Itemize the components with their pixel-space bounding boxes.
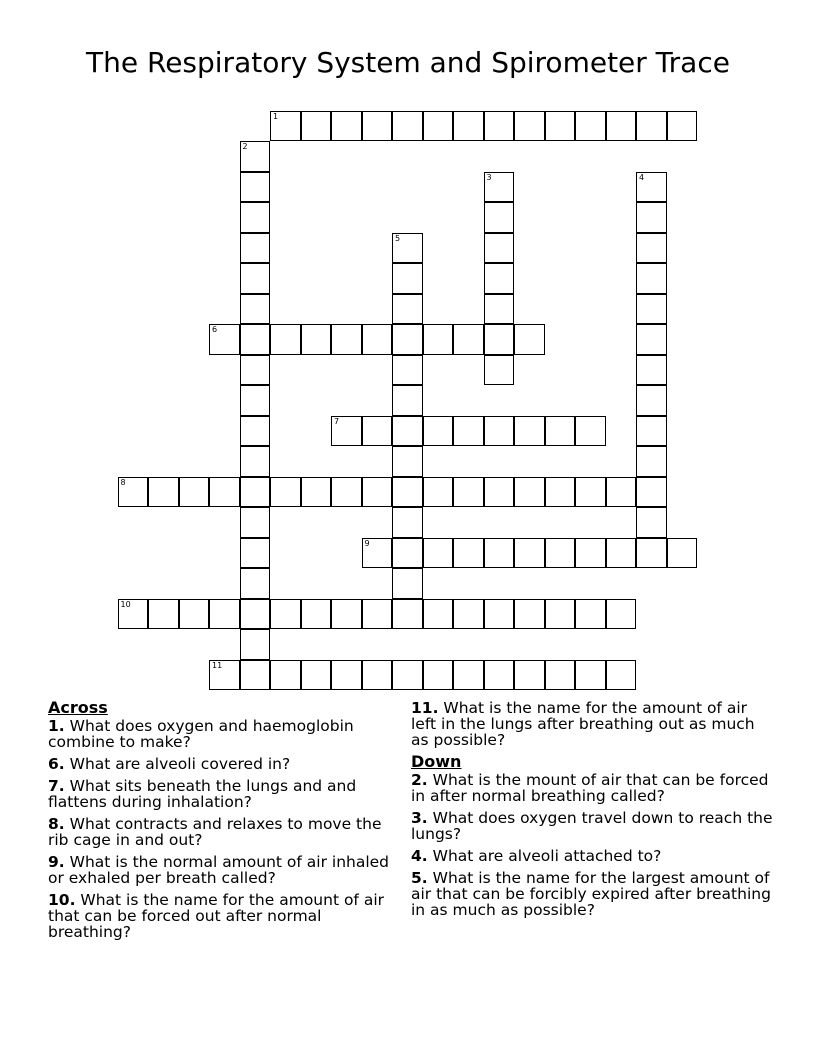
clue-text: What are alveoli attached to? xyxy=(432,847,662,865)
grid-cell[interactable] xyxy=(545,538,576,569)
grid-cell[interactable] xyxy=(209,599,240,630)
grid-cell[interactable] xyxy=(667,111,698,142)
grid-cell[interactable] xyxy=(636,324,667,355)
grid-cell[interactable] xyxy=(514,599,545,630)
clue-number: 5. xyxy=(411,869,428,887)
cell-number: 6 xyxy=(212,325,218,334)
cell-number: 9 xyxy=(364,538,370,548)
grid-cell[interactable] xyxy=(118,599,149,630)
clue-number: 6. xyxy=(48,755,65,773)
grid-cell[interactable] xyxy=(514,538,545,569)
grid-cell[interactable] xyxy=(179,477,210,508)
clue-down-4 xyxy=(411,848,773,864)
grid-cell[interactable] xyxy=(636,477,667,508)
clue-text: What does oxygen and haemoglobin combine to make? xyxy=(48,717,354,751)
grid-cell[interactable] xyxy=(484,416,515,447)
grid-cell[interactable] xyxy=(392,111,423,142)
right-clues-column xyxy=(411,700,773,924)
grid-cell[interactable] xyxy=(453,538,484,569)
across-clues xyxy=(48,700,398,946)
grid-cell[interactable] xyxy=(362,538,393,569)
grid-cell[interactable] xyxy=(270,324,301,355)
grid-cell[interactable] xyxy=(331,599,362,630)
grid-cell[interactable] xyxy=(362,416,393,447)
grid-cell[interactable] xyxy=(575,660,606,691)
grid-cell[interactable] xyxy=(118,477,149,508)
grid-cell[interactable] xyxy=(362,111,393,142)
grid-cell[interactable] xyxy=(667,538,698,569)
clue-text: What is the name for the largest amount of air that can be forcibly expired after breathing in as much as possible? xyxy=(411,869,771,919)
grid-cell[interactable] xyxy=(453,324,484,355)
cell-number: 11 xyxy=(212,660,223,670)
grid-cell[interactable] xyxy=(240,629,271,660)
cell-number: 4 xyxy=(639,172,645,182)
grid-cell[interactable] xyxy=(484,355,515,386)
grid-cell[interactable] xyxy=(514,660,545,691)
grid-cell[interactable] xyxy=(545,111,576,142)
grid-cell[interactable] xyxy=(453,416,484,447)
grid-cell[interactable] xyxy=(575,416,606,447)
clue-across-7 xyxy=(48,778,398,810)
clue-text: What is the name for the amount of air left in the lungs after breathing out as much as possible? xyxy=(411,699,755,749)
grid-cell[interactable] xyxy=(301,660,332,691)
clue-number: 9. xyxy=(48,853,65,871)
clue-number: 10. xyxy=(48,891,76,909)
grid-cell[interactable] xyxy=(636,507,667,538)
grid-cell[interactable] xyxy=(423,538,454,569)
grid-cell[interactable] xyxy=(209,477,240,508)
clue-across-10 xyxy=(48,892,398,940)
grid-cell[interactable] xyxy=(392,599,423,630)
clue-down-5 xyxy=(411,870,773,918)
grid-cell[interactable] xyxy=(270,660,301,691)
grid-cell[interactable] xyxy=(514,111,545,142)
grid-cell[interactable] xyxy=(423,416,454,447)
clue-across-8 xyxy=(48,816,398,848)
clue-number: 7. xyxy=(48,777,65,795)
grid-cell[interactable] xyxy=(514,324,545,355)
grid-cell[interactable] xyxy=(392,233,423,264)
grid-cell[interactable] xyxy=(392,416,423,447)
grid-cell[interactable] xyxy=(545,416,576,447)
grid-cell[interactable] xyxy=(362,324,393,355)
grid-cell[interactable] xyxy=(484,477,515,508)
grid-cell[interactable] xyxy=(423,660,454,691)
grid-cell[interactable] xyxy=(484,233,515,264)
grid-cell[interactable] xyxy=(331,416,362,447)
grid-cell[interactable] xyxy=(240,660,271,691)
grid-cell[interactable] xyxy=(240,599,271,630)
cell-number: 2 xyxy=(242,142,248,151)
clue-across-11 xyxy=(411,700,773,748)
grid-cell[interactable] xyxy=(240,263,271,294)
grid-cell[interactable] xyxy=(209,324,240,355)
across-heading: Across xyxy=(48,698,108,717)
grid-cell[interactable] xyxy=(331,324,362,355)
page-title: The Respiratory System and Spirometer Trace xyxy=(86,46,730,79)
grid-cell[interactable] xyxy=(484,294,515,325)
grid-cell[interactable] xyxy=(392,294,423,325)
grid-cell[interactable] xyxy=(514,477,545,508)
grid-cell[interactable] xyxy=(606,599,637,630)
grid-cell[interactable] xyxy=(575,111,606,142)
grid-cell[interactable] xyxy=(606,111,637,142)
clue-down-2 xyxy=(411,772,773,804)
grid-cell[interactable] xyxy=(301,324,332,355)
clue-number: 2. xyxy=(411,771,428,789)
grid-cell[interactable] xyxy=(240,568,271,599)
grid-cell[interactable] xyxy=(240,202,271,233)
grid-cell[interactable] xyxy=(453,111,484,142)
grid-cell[interactable] xyxy=(240,355,271,386)
clue-across-1 xyxy=(48,718,398,750)
grid-cell[interactable] xyxy=(331,660,362,691)
grid-cell[interactable] xyxy=(575,477,606,508)
clue-text: What are alveoli covered in? xyxy=(69,755,291,773)
grid-cell[interactable] xyxy=(423,324,454,355)
cell-number: 8 xyxy=(120,477,126,487)
grid-cell[interactable] xyxy=(392,385,423,416)
grid-cell[interactable] xyxy=(636,233,667,264)
grid-cell[interactable] xyxy=(240,538,271,569)
grid-cell[interactable] xyxy=(240,172,271,203)
grid-cell[interactable] xyxy=(392,538,423,569)
clue-number: 1. xyxy=(48,717,65,735)
clue-text: What contracts and relaxes to move the rib cage in and out? xyxy=(48,815,382,849)
grid-cell[interactable] xyxy=(392,355,423,386)
grid-cell[interactable] xyxy=(179,599,210,630)
grid-cell[interactable] xyxy=(484,263,515,294)
grid-cell[interactable] xyxy=(331,477,362,508)
grid-cell[interactable] xyxy=(636,202,667,233)
grid-cell[interactable] xyxy=(392,446,423,477)
clue-text: What is the normal amount of air inhaled or exhaled per breath called? xyxy=(48,853,390,887)
grid-cell[interactable] xyxy=(636,263,667,294)
grid-cell[interactable] xyxy=(423,599,454,630)
grid-cell[interactable] xyxy=(636,111,667,142)
grid-cell[interactable] xyxy=(209,660,240,691)
grid-cell[interactable] xyxy=(636,355,667,386)
clue-number: 4. xyxy=(411,847,428,865)
grid-cell[interactable] xyxy=(636,446,667,477)
grid-cell[interactable] xyxy=(606,660,637,691)
grid-cell[interactable] xyxy=(636,172,667,203)
grid-cell[interactable] xyxy=(423,477,454,508)
grid-cell[interactable] xyxy=(270,477,301,508)
grid-cell[interactable] xyxy=(484,599,515,630)
grid-cell[interactable] xyxy=(240,324,271,355)
grid-cell[interactable] xyxy=(484,660,515,691)
grid-cell[interactable] xyxy=(270,599,301,630)
grid-cell[interactable] xyxy=(392,568,423,599)
cell-number: 1 xyxy=(273,111,279,121)
grid-cell[interactable] xyxy=(606,538,637,569)
grid-cell[interactable] xyxy=(545,477,576,508)
grid-cell[interactable] xyxy=(362,477,393,508)
grid-cell[interactable] xyxy=(636,294,667,325)
clue-number: 11. xyxy=(411,699,439,717)
clue-across-6 xyxy=(48,756,398,772)
grid-cell[interactable] xyxy=(484,324,515,355)
grid-cell[interactable] xyxy=(423,111,454,142)
cell-number: 7 xyxy=(334,416,340,426)
grid-cell[interactable] xyxy=(301,599,332,630)
clue-number: 3. xyxy=(411,809,428,827)
clue-text: What sits beneath the lungs and and flattens during inhalation? xyxy=(48,777,357,811)
grid-cell[interactable] xyxy=(453,660,484,691)
grid-cell[interactable] xyxy=(240,141,271,172)
grid-cell[interactable] xyxy=(240,446,271,477)
grid-cell[interactable] xyxy=(301,111,332,142)
grid-cell[interactable] xyxy=(331,111,362,142)
grid-cell[interactable] xyxy=(484,172,515,203)
grid-cell[interactable] xyxy=(484,202,515,233)
grid-cell[interactable] xyxy=(514,416,545,447)
grid-cell[interactable] xyxy=(392,507,423,538)
grid-cell[interactable] xyxy=(270,111,301,142)
grid-cell[interactable] xyxy=(392,477,423,508)
grid-cell[interactable] xyxy=(240,385,271,416)
grid-cell[interactable] xyxy=(362,599,393,630)
grid-cell[interactable] xyxy=(240,416,271,447)
grid-cell[interactable] xyxy=(148,477,179,508)
grid-cell[interactable] xyxy=(392,660,423,691)
grid-cell[interactable] xyxy=(606,477,637,508)
grid-cell[interactable] xyxy=(484,538,515,569)
grid-cell[interactable] xyxy=(453,599,484,630)
grid-cell[interactable] xyxy=(392,324,423,355)
grid-cell[interactable] xyxy=(636,416,667,447)
cell-number: 5 xyxy=(395,233,401,243)
grid-cell[interactable] xyxy=(240,294,271,325)
clue-across-9 xyxy=(48,854,398,886)
clue-text: What is the mount of air that can be forced in after normal breathing called? xyxy=(411,771,769,805)
cell-number: 10 xyxy=(120,599,131,609)
grid-cell[interactable] xyxy=(484,111,515,142)
grid-cell[interactable] xyxy=(636,538,667,569)
grid-cell[interactable] xyxy=(392,263,423,294)
grid-cell[interactable] xyxy=(148,599,179,630)
grid-cell[interactable] xyxy=(545,599,576,630)
grid-cell[interactable] xyxy=(453,477,484,508)
grid-cell[interactable] xyxy=(636,385,667,416)
grid-cell[interactable] xyxy=(240,507,271,538)
clue-down-3 xyxy=(411,810,773,842)
grid-cell[interactable] xyxy=(545,660,576,691)
clue-number: 8. xyxy=(48,815,65,833)
grid-cell[interactable] xyxy=(301,477,332,508)
clue-text: What does oxygen travel down to reach the lungs? xyxy=(411,809,773,843)
down-heading: Down xyxy=(411,752,462,771)
cell-number: 3 xyxy=(486,172,492,182)
grid-cell[interactable] xyxy=(575,538,606,569)
grid-cell[interactable] xyxy=(575,599,606,630)
clue-text: What is the name for the amount of air that can be forced out after normal breathing? xyxy=(48,891,384,941)
grid-cell[interactable] xyxy=(240,477,271,508)
grid-cell[interactable] xyxy=(240,233,271,264)
grid-cell[interactable] xyxy=(362,660,393,691)
